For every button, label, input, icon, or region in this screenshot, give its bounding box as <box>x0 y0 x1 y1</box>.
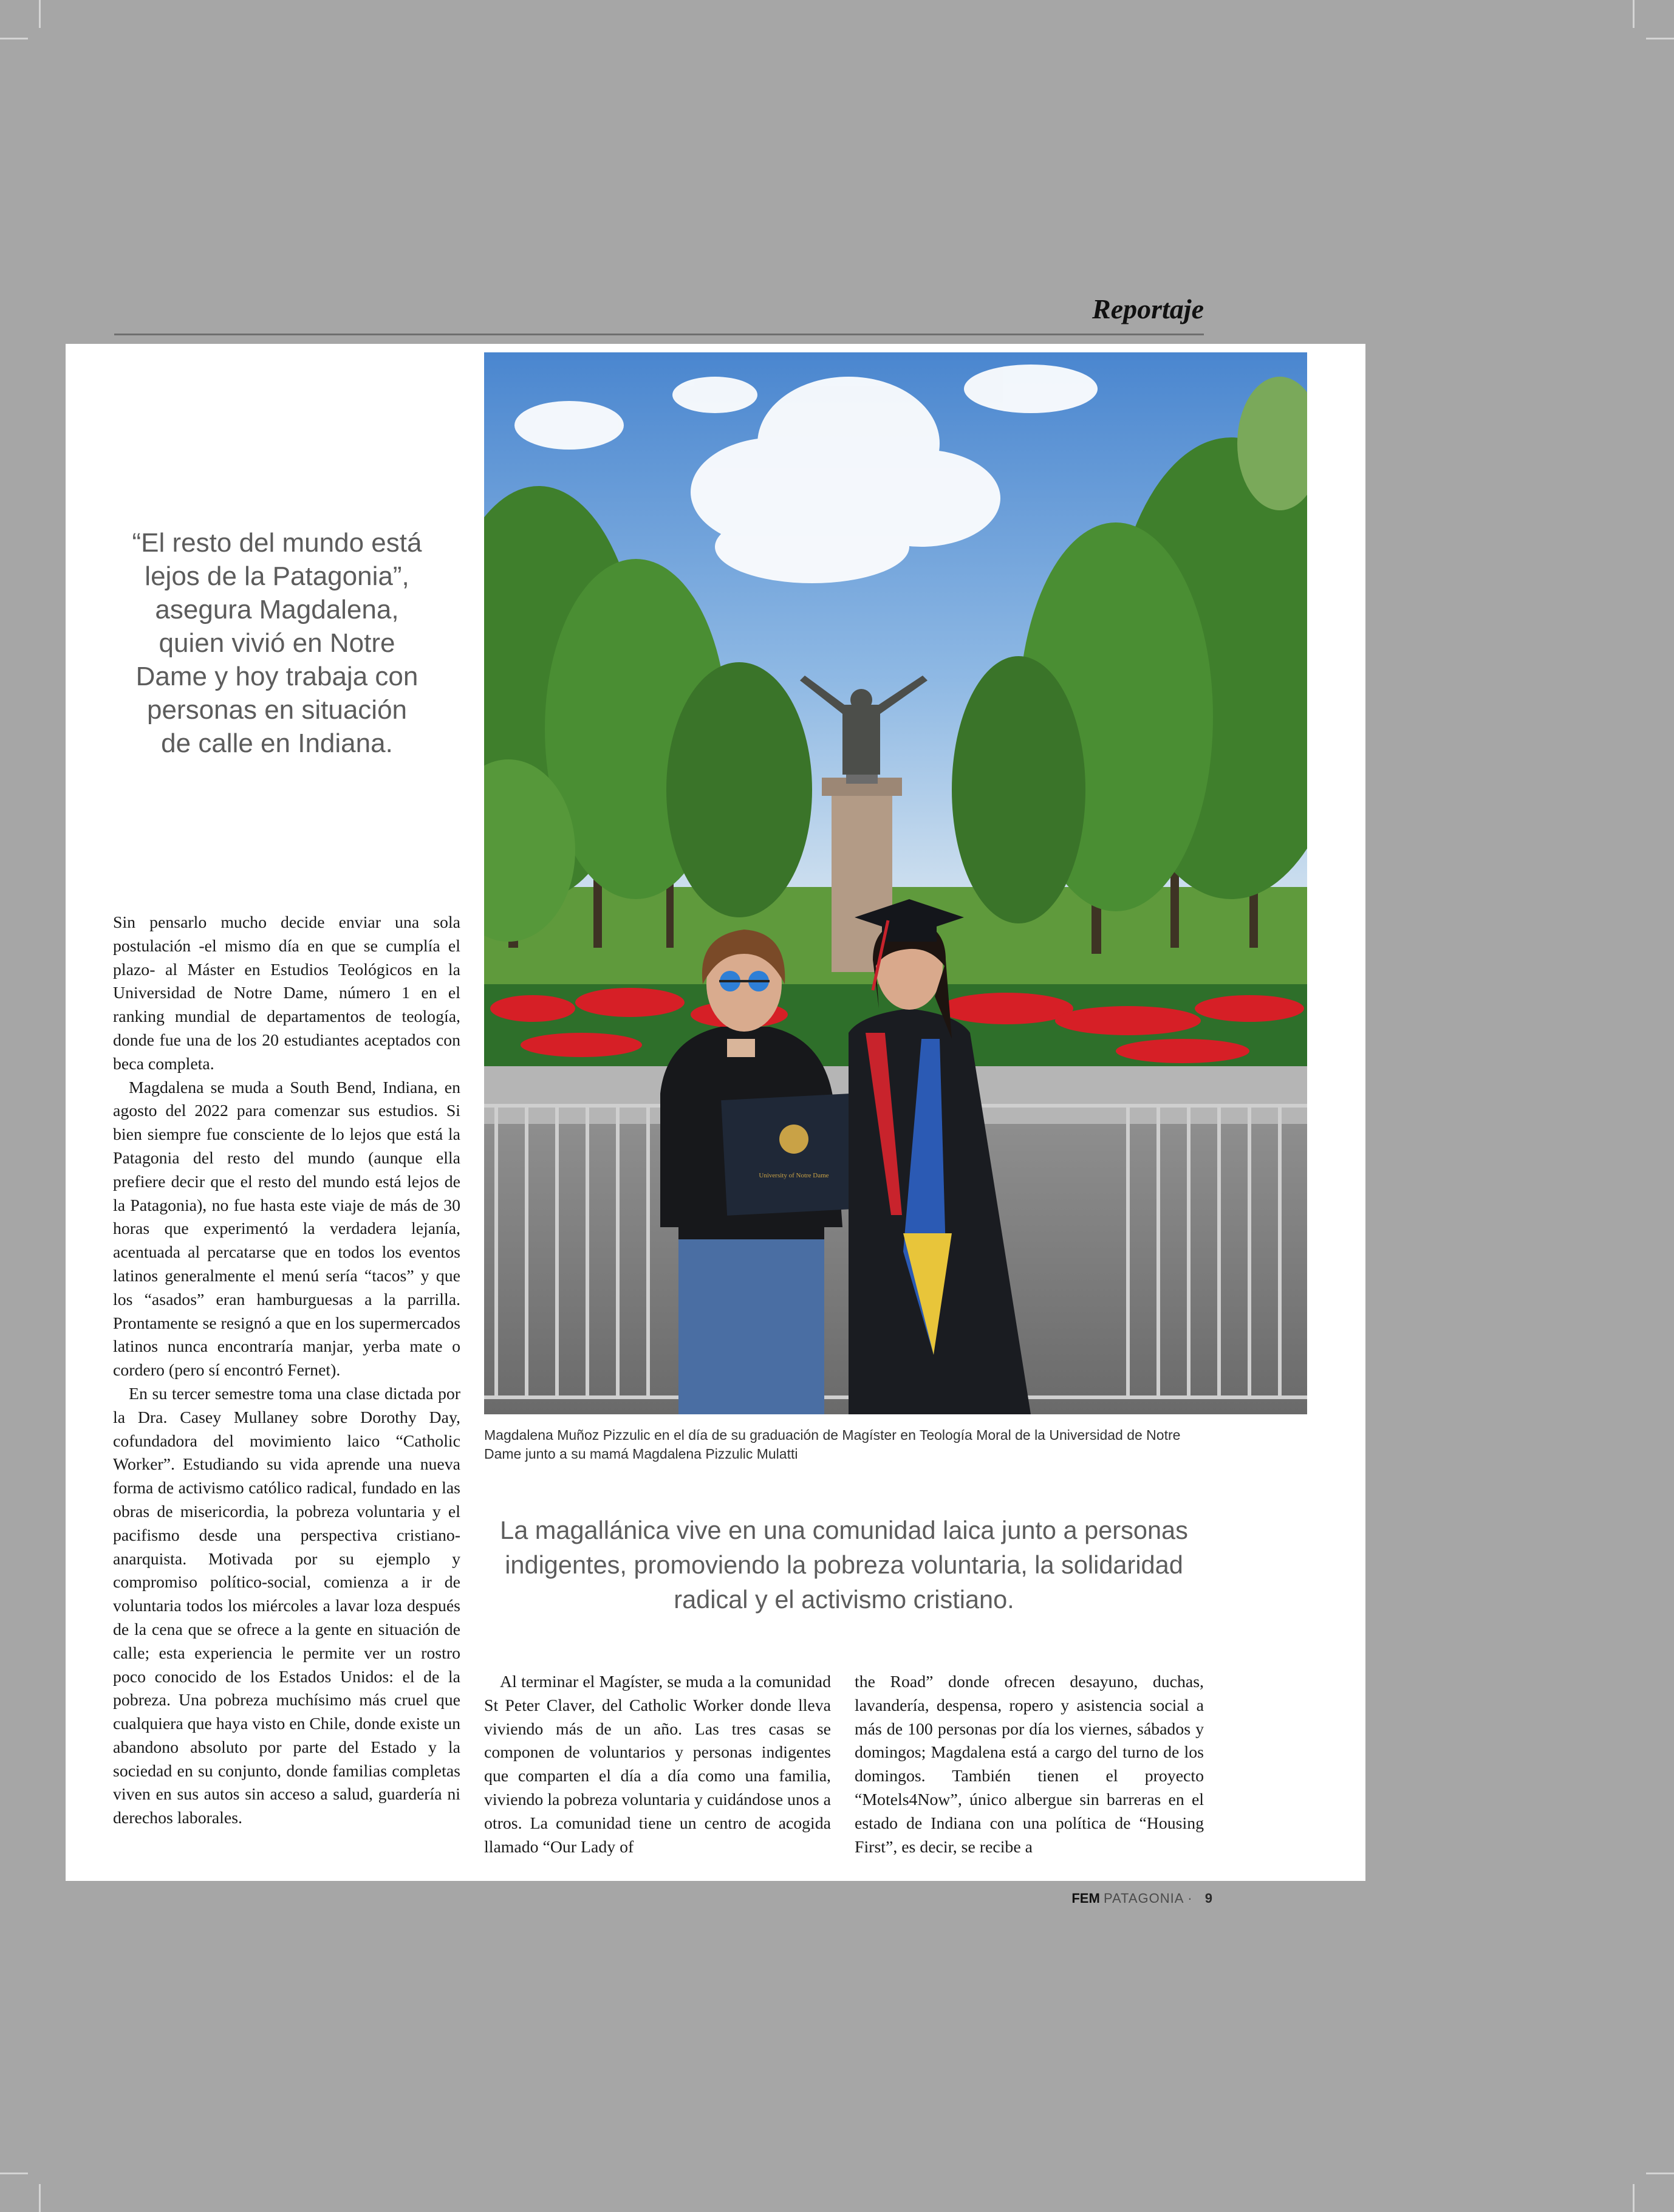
photo-caption: Magdalena Muñoz Pizzulic en el día de su graduación de Magíster en Teología Moral de la Universidad de Notre Dame junto a su mamá Magdalena Pizzulic Mulatti <box>484 1427 1181 1462</box>
pull-quote-left: “El resto del mundo está lejos de la Patagonia”, asegura Magdalena, quien vivió en Notre Dame y hoy trabaja con personas en situación de calle en Indiana. <box>132 528 422 758</box>
article-column-right <box>855 1671 1204 1859</box>
crop-mark <box>1646 2173 1674 2174</box>
paragraph: Al terminar el Magíster, se muda a la comunidad St Peter Claver, del Catholic Worker donde lleva viviendo más de un año. Las tres casas se componen de voluntarios y personas indigentes que comparten el día a día como una familia, viviendo la pobreza voluntaria y cuidándose unos a otros. La comunidad tiene un centro de acogida llamado “Our Lady of <box>484 1673 831 1857</box>
diploma-text: University of Notre Dame <box>759 1172 829 1179</box>
article-column-left <box>113 911 460 1830</box>
crop-mark <box>1646 38 1674 39</box>
paragraph: Sin pensarlo mucho decide enviar una sola postulación -el mismo día en que se cumplía el plazo- al Máster en Estudios Teológicos en la Universidad de Notre Dame, número 1 en el ranking mundial de departamentos de teología, donde fue una de los 20 estudiantes aceptados con beca completa. <box>113 913 460 1073</box>
footer-brand: FEM <box>1071 1891 1100 1906</box>
graduation-photo <box>484 352 1307 1414</box>
section-title: Reportaje <box>1092 293 1204 324</box>
header-rule <box>114 334 1204 335</box>
paragraph: the Road” donde ofrecen desayuno, duchas, lavandería, despensa, ropero y asistencia social a más de 100 personas por día los viernes, sábados y domingos; Magdalena está a cargo del turno de los domingos. También tienen el proyecto “Motels4Now”, único albergue sin barreras en el estado de Indiana con una política de “Housing First”, es decir, se recibe a <box>855 1673 1204 1857</box>
crop-mark <box>39 2184 41 2212</box>
crop-mark <box>1633 2184 1635 2212</box>
paragraph: En su tercer semestre toma una clase dictada por la Dra. Casey Mullaney sobre Dorothy Day, cofundadora del movimiento laico “Catholic Worker”. Estudiando su vida aprende una nueva forma de activismo católico radical, fundado en las obras de misericordia, la pobreza voluntaria y el pacifismo desde una perspectiva cristiano-anarquista. Motivada por su ejemplo y compromiso político-social, comienza a ir de voluntaria todos los miércoles a lavar loza después de la cena que se ofrece a la gente en situación de calle; esta experiencia le permite ver un rostro poco conocido de los Estados Unidos: el de la pobreza. Una pobreza muchísimo más cruel que cualquiera que haya visto en Chile, donde existe un abandono absoluto por parte del Estado y la sociedad en su conjunto, donde familias completas viven en sus autos sin acceso a salud, guardería ni derechos laborales. <box>113 1384 460 1828</box>
paragraph: Magdalena se muda a South Bend, Indiana, en agosto del 2022 para comenzar sus estudios. Si bien siempre fue consciente de lo lejos que está la Patagonia del resto del mundo (aunque ella prefiere decir que el resto del mundo está lejos de la Patagonia), no fue hasta este viaje de más de 30 horas que experimentó la verdadera lejanía, acentuada al percatarse que en todos los eventos latinos generalmente el menú sería “tacos” y que los “asados” eran hamburguesas a la parrilla. Prontamente se resignó a que en los supermercados latinos nunca encontraría manjar, yerba mate o cordero (pero sí encontró Fernet). <box>113 1078 460 1380</box>
pull-quote-mid: La magallánica vive en una comunidad laica junto a personas indigentes, promoviendo la pobreza voluntaria, la solidaridad radical y el activismo cristiano. <box>500 1516 1188 1614</box>
footer-magazine: PATAGONIA · <box>1103 1891 1193 1906</box>
page-footer <box>911 1891 1212 1906</box>
page-number: 9 <box>1204 1891 1212 1906</box>
crop-mark <box>0 38 28 39</box>
crop-mark <box>39 0 41 28</box>
crop-mark <box>1633 0 1635 28</box>
diploma-folder <box>721 1093 867 1216</box>
crop-mark <box>0 2173 28 2174</box>
article-column-mid <box>484 1671 831 1859</box>
